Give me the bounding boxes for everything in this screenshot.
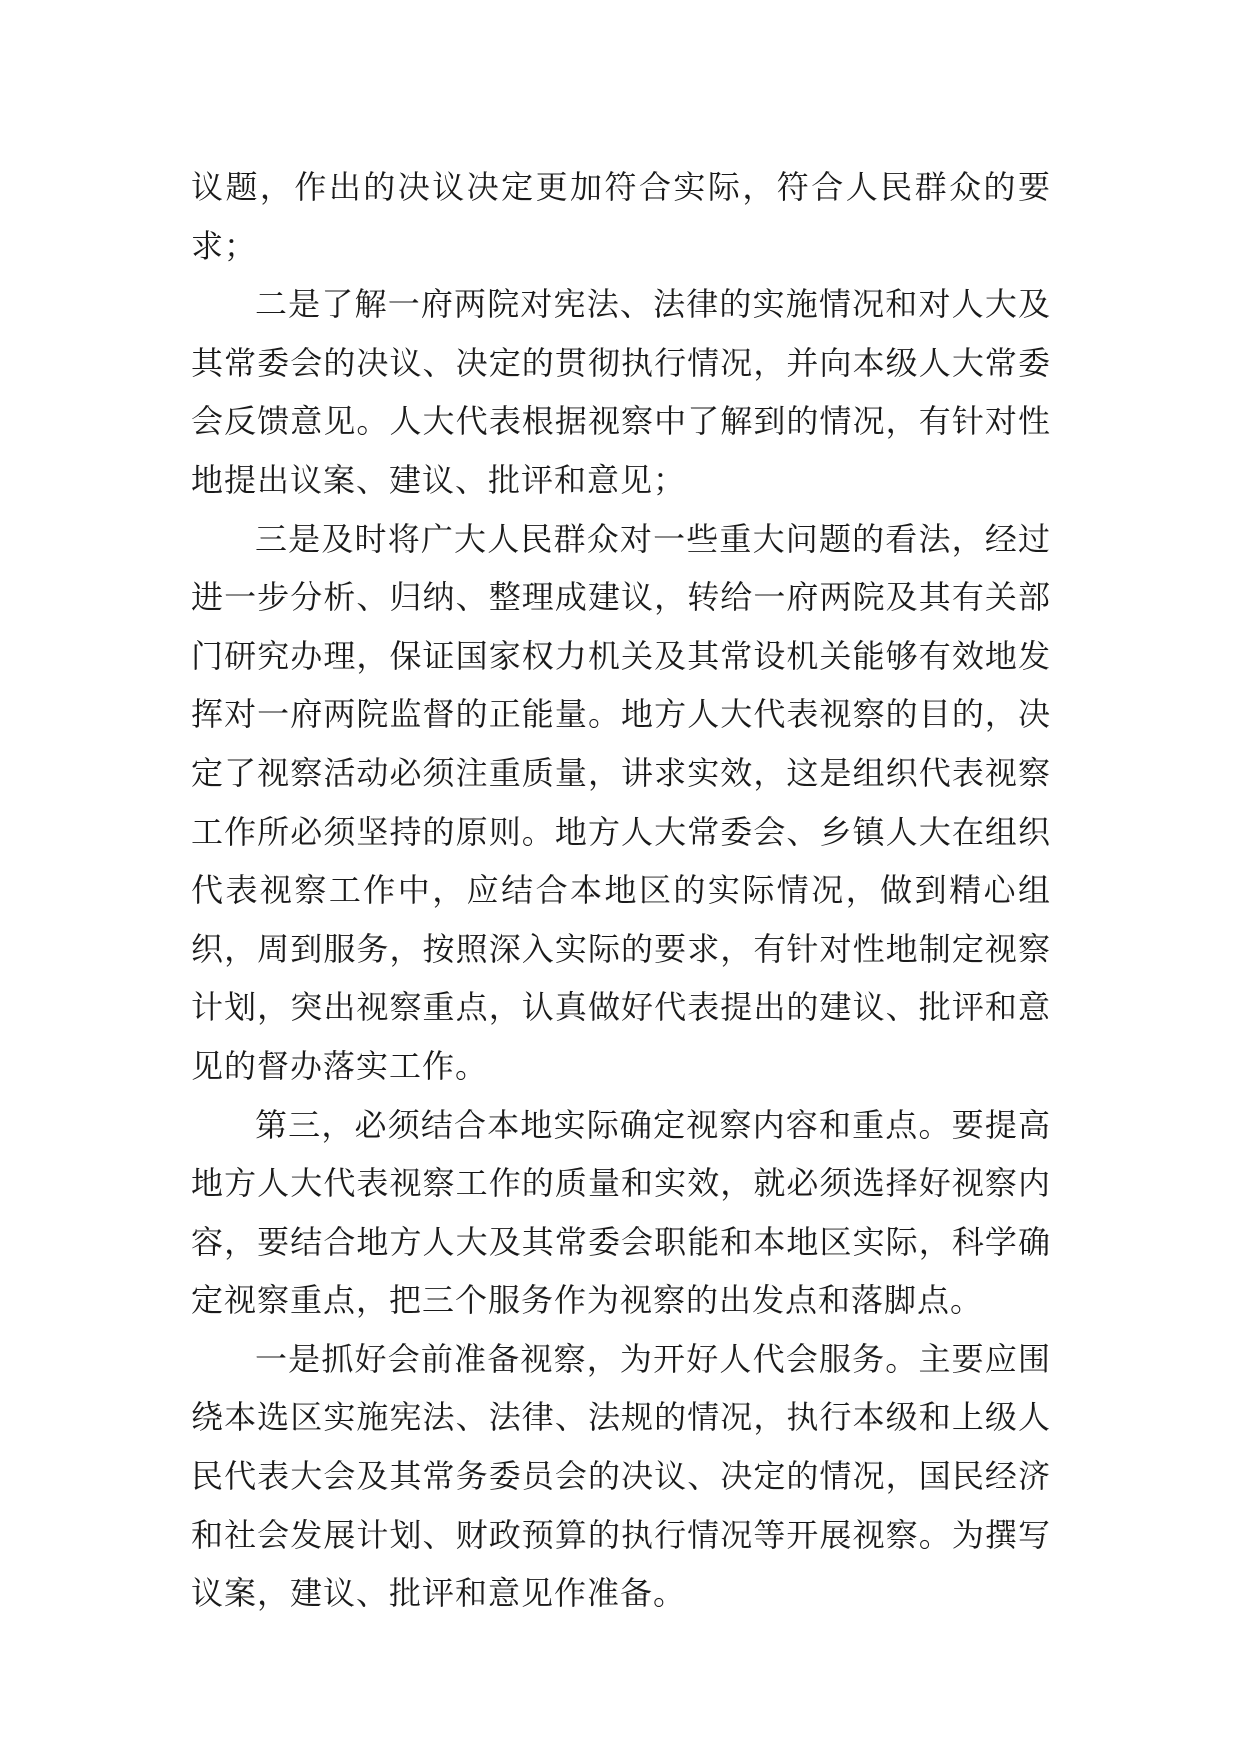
paragraph-continuation: 议题，作出的决议决定更加符合实际，符合人民群众的要求； (191, 168, 1051, 265)
paragraph-point-three: 三是及时将广大人民群众对一些重大问题的看法，经过进一步分析、归纳、整理成建议，转给一府两院及其有关部门研究办理，保证国家权力机关及其常设机关能够有效地发挥对一府两院监督的正能量。地方人大代表视察的目的，决定了视察活动必须注重质量，讲求实效，这是组织代表视察工作所必须坚持的原则。地方人大常委会、乡镇人大在组织代表视察工作中，应结合本地区的实际情况，做到精心组织，周到服务，按照深入实际的要求，有针对性地制定视察计划，突出视察重点，认真做好代表提出的建议、批评和意见的督办落实工作。 (191, 519, 1051, 1085)
paragraph-point-one: 一是抓好会前准备视察，为开好人代会服务。主要应围绕本选区实施宪法、法律、法规的情况，执行本级和上级人民代表大会及其常务委员会的决议、决定的情况，国民经济和社会发展计划、财政预算的执行情况等开展视察。为撰写议案，建议、批评和意见作准备。 (191, 1339, 1051, 1613)
paragraph-section-three: 第三，必须结合本地实际确定视察内容和重点。要提高地方人大代表视察工作的质量和实效，就必须选择好视察内容，要结合地方人大及其常委会职能和本地区实际，科学确定视察重点，把三个服务作为视察的出发点和落脚点。 (191, 1105, 1051, 1320)
paragraph-point-two: 二是了解一府两院对宪法、法律的实施情况和对人大及其常委会的决议、决定的贯彻执行情况，并向本级人大常委会反馈意见。人大代表根据视察中了解到的情况，有针对性地提出议案、建议、批评和意见； (191, 285, 1051, 499)
document-body (191, 158, 1051, 1623)
